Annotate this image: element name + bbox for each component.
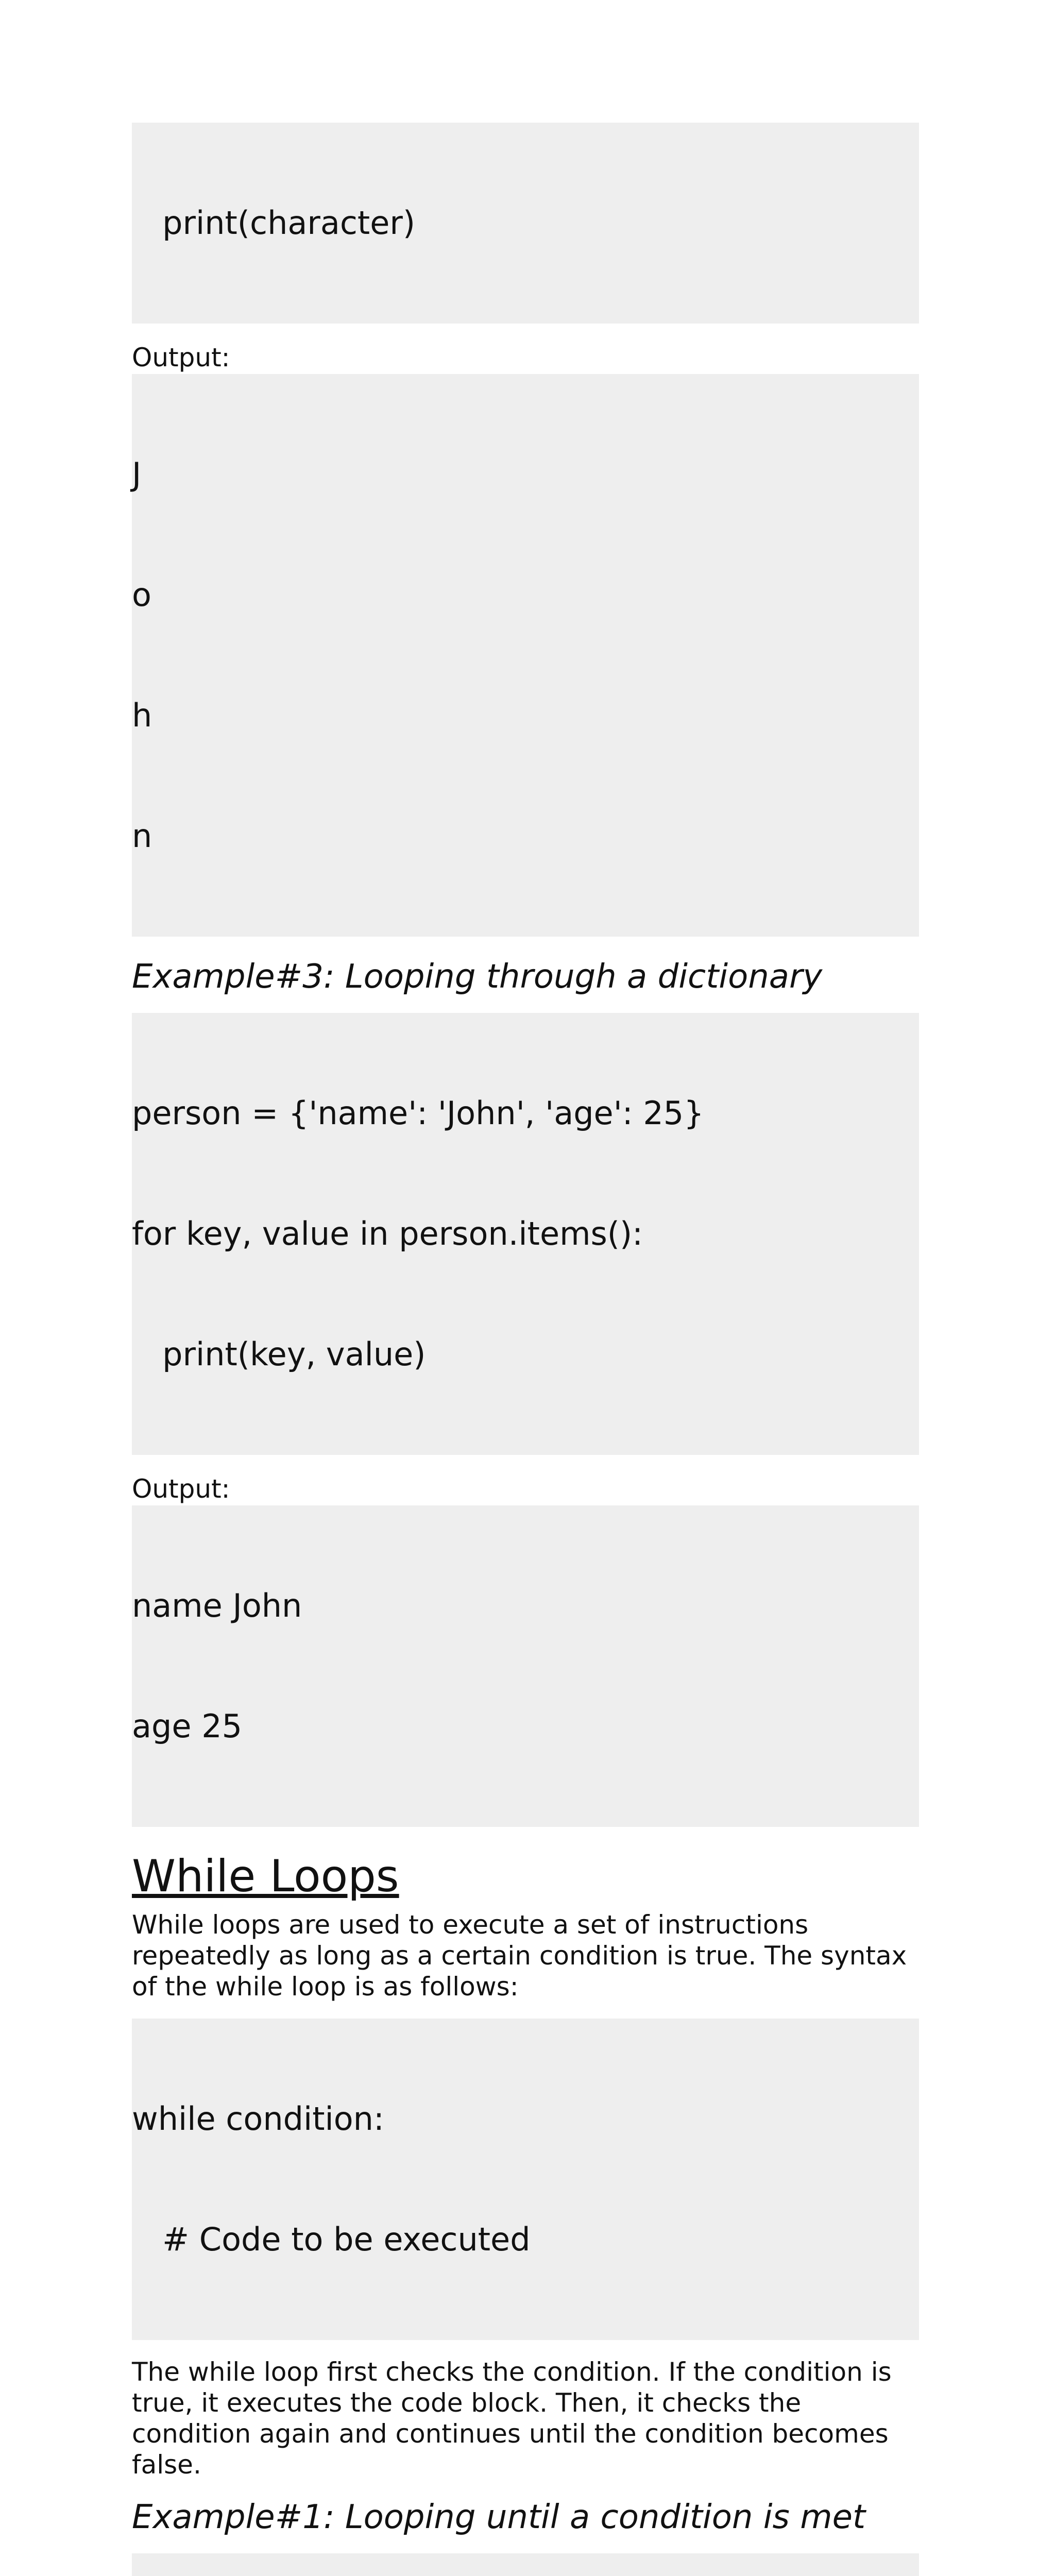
code-line: name John [132, 1587, 302, 1624]
code-block-while-syntax [132, 2019, 919, 2340]
code-line: person = {'name': 'John', 'age': 25} [132, 1094, 704, 1132]
code-line: h [132, 697, 152, 734]
code-line: o [132, 576, 151, 614]
code-line: print(character) [132, 204, 416, 242]
code-block-print-character [132, 123, 919, 324]
code-line: # Code to be executed [132, 2221, 531, 2258]
code-line: print(key, value) [132, 1335, 426, 1373]
paragraph: The while loop first checks the condition. If the condition is true, it executes the code block. Then, it checks the condition again and continues until the condition becomes false. [132, 2357, 892, 2480]
code-line: n [132, 817, 152, 855]
output-block-dictionary [132, 1505, 919, 1827]
output-label: Output: [132, 1474, 230, 1504]
paragraph: While loops are used to execute a set of instructions repeatedly as long as a certain condition is true. The syntax of the while loop is as follows: [132, 1910, 907, 2002]
code-line: while condition: [132, 2100, 384, 2138]
output-block-john-chars [132, 374, 919, 937]
example-heading: Example#3: Looping through a dictionary [132, 958, 823, 996]
code-line: for key, value in person.items(): [132, 1215, 643, 1252]
code-block-count-loop [132, 2553, 919, 2576]
document-page [132, 123, 919, 2576]
output-label: Output: [132, 343, 230, 372]
example-heading: Example#1: Looping until a condition is met [132, 2498, 866, 2536]
code-line: J [132, 455, 142, 493]
code-line: age 25 [132, 1707, 243, 1745]
code-block-dictionary-loop [132, 1013, 919, 1455]
section-title: While Loops [132, 1851, 399, 1902]
